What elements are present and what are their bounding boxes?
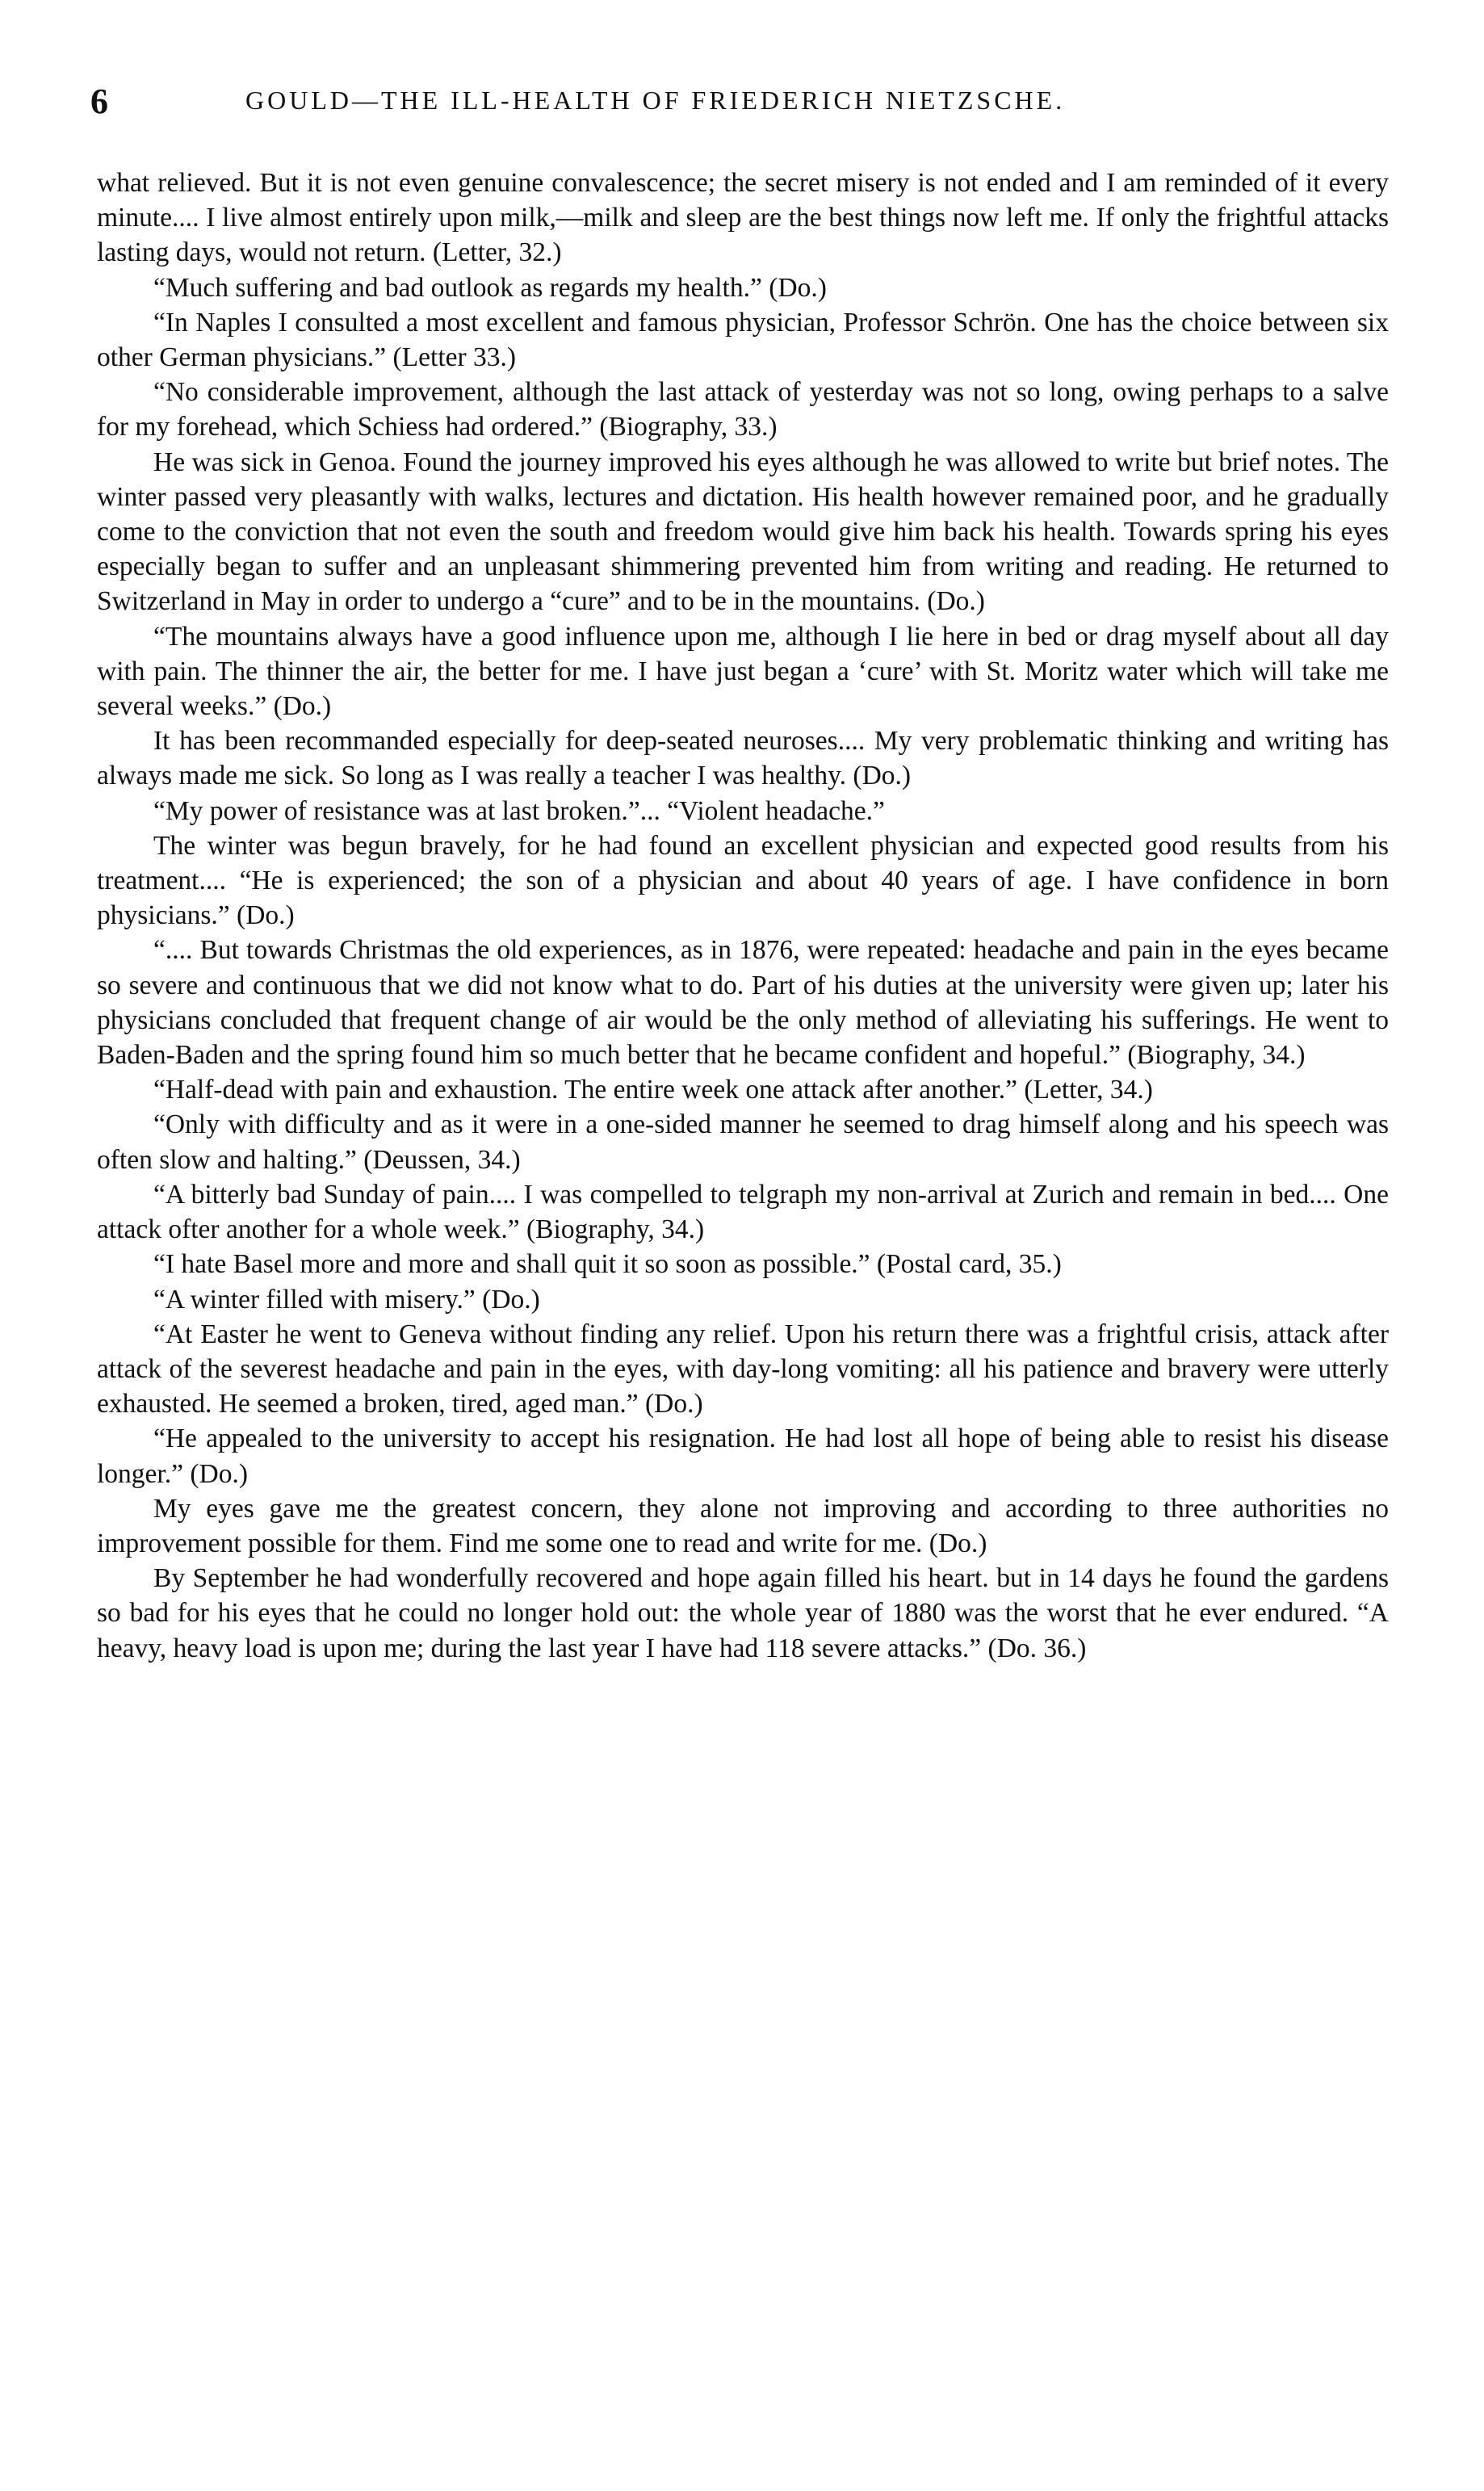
paragraph: “Only with difficulty and as it were in a one-sided manner he seemed to drag himself along and his speech was often slow and halting.” (Deussen, 34.): [97, 1109, 1389, 1175]
paragraph: “Much suffering and bad outlook as regards my health.” (Do.): [153, 272, 827, 303]
paragraph: “A bitterly bad Sunday of pain.... I was compelled to telgraph my non-arrival at Zurich and remain in bed.... One attack ofter another for a whole week.” (Biography, 34.): [97, 1179, 1389, 1245]
page-header: [90, 81, 1382, 129]
paragraph: “The mountains always have a good influence upon me, although I lie here in bed or drag myself about all day with pain. The thinner the air, the better for me. I have just began a ‘cure’ with St. Moritz water which will take me several weeks.” (Do.): [97, 621, 1389, 722]
paragraph: “At Easter he went to Geneva without finding any relief. Upon his return there was a frightful crisis, attack after attack of the severest headache and pain in the eyes, with day-long vomiting: all his patience and bravery were utterly exhausted. He seemed a broken, tired, aged man.” (Do.): [97, 1319, 1389, 1420]
paragraph: It has been recommanded especially for deep-seated neuroses.... My very problematic thinking and writing has always made me sick. So long as I was really a teacher I was healthy. (Do.): [97, 726, 1389, 791]
paragraph: “He appealed to the university to accept his resignation. He had lost all hope of being able to resist his disease longer.” (Do.): [97, 1424, 1389, 1489]
paragraph: “In Naples I consulted a most excellent and famous physician, Professor Schrön. One has the choice between six other German physicians.” (Letter 33.): [97, 307, 1389, 373]
running-head: GOULD—THE ILL-HEALTH OF FRIEDERICH NIETZSCHE.: [245, 86, 1066, 115]
paragraph: “My power of resistance was at last broken.”... “Violent headache.”: [153, 795, 885, 826]
paragraph: what relieved. But it is not even genuine convalescence; the secret misery is not ended and I am reminded of it every minute.... I live almost entirely upon milk,—milk and sleep are the best things now left me. If only the frightful attacks lasting days, would not return. (Letter, 32.): [97, 168, 1389, 268]
paragraph: He was sick in Genoa. Found the journey improved his eyes although he was allowed to write but brief notes. The winter passed very pleasantly with walks, lectures and dictation. His health however remained poor, and he gradually come to the conviction that not even the south and freedom would give him back his health. Towards spring his eyes especially began to suffer and an unpleasant shimmering prevented him from writing and reading. He returned to Switzerland in May in order to undergo a “cure” and to be in the mountains. (Do.): [97, 447, 1389, 617]
paragraph: “I hate Basel more and more and shall quit it so soon as possible.” (Postal card, 35.): [153, 1249, 1062, 1280]
paragraph: “.... But towards Christmas the old experiences, as in 1876, were repeated: headache and pain in the eyes became so severe and continuous that we did not know what to do. Part of his duties at the university were given up; later his physicians concluded that frequent change of air would be the only method of alleviating his sufferings. He went to Baden-Baden and the spring found him so much better that he became confident and hopeful.” (Biography, 34.): [97, 935, 1389, 1071]
paragraph: “No considerable improvement, although the last attack of yesterday was not so long, owing perhaps to a salve for my forehead, which Schiess had ordered.” (Biography, 33.): [97, 377, 1389, 442]
paragraph: The winter was begun bravely, for he had found an excellent physician and expected good results from his treatment.... “He is experienced; the son of a physician and about 40 years of age. I have confidence in born physicians.” (Do.): [97, 830, 1389, 931]
body-text: [97, 166, 1389, 1666]
paragraph: “A winter filled with misery.” (Do.): [153, 1284, 540, 1315]
paragraph: By September he had wonderfully recovered and hope again filled his heart. but in 14 days he found the gardens so bad for his eyes that he could no longer hold out: the whole year of 1880 was the worst that he ever endured. “A heavy, heavy load is upon me; during the last year I have had 118 severe attacks.” (Do. 36.): [97, 1563, 1389, 1663]
paragraph: My eyes gave me the greatest concern, they alone not improving and according to three authorities no improvement possible for them. Find me some one to read and write for me. (Do.): [97, 1493, 1389, 1558]
page-number: 6: [90, 82, 109, 121]
paragraph: “Half-dead with pain and exhaustion. The entire week one attack after another.” (Letter, 34.): [153, 1075, 1153, 1105]
